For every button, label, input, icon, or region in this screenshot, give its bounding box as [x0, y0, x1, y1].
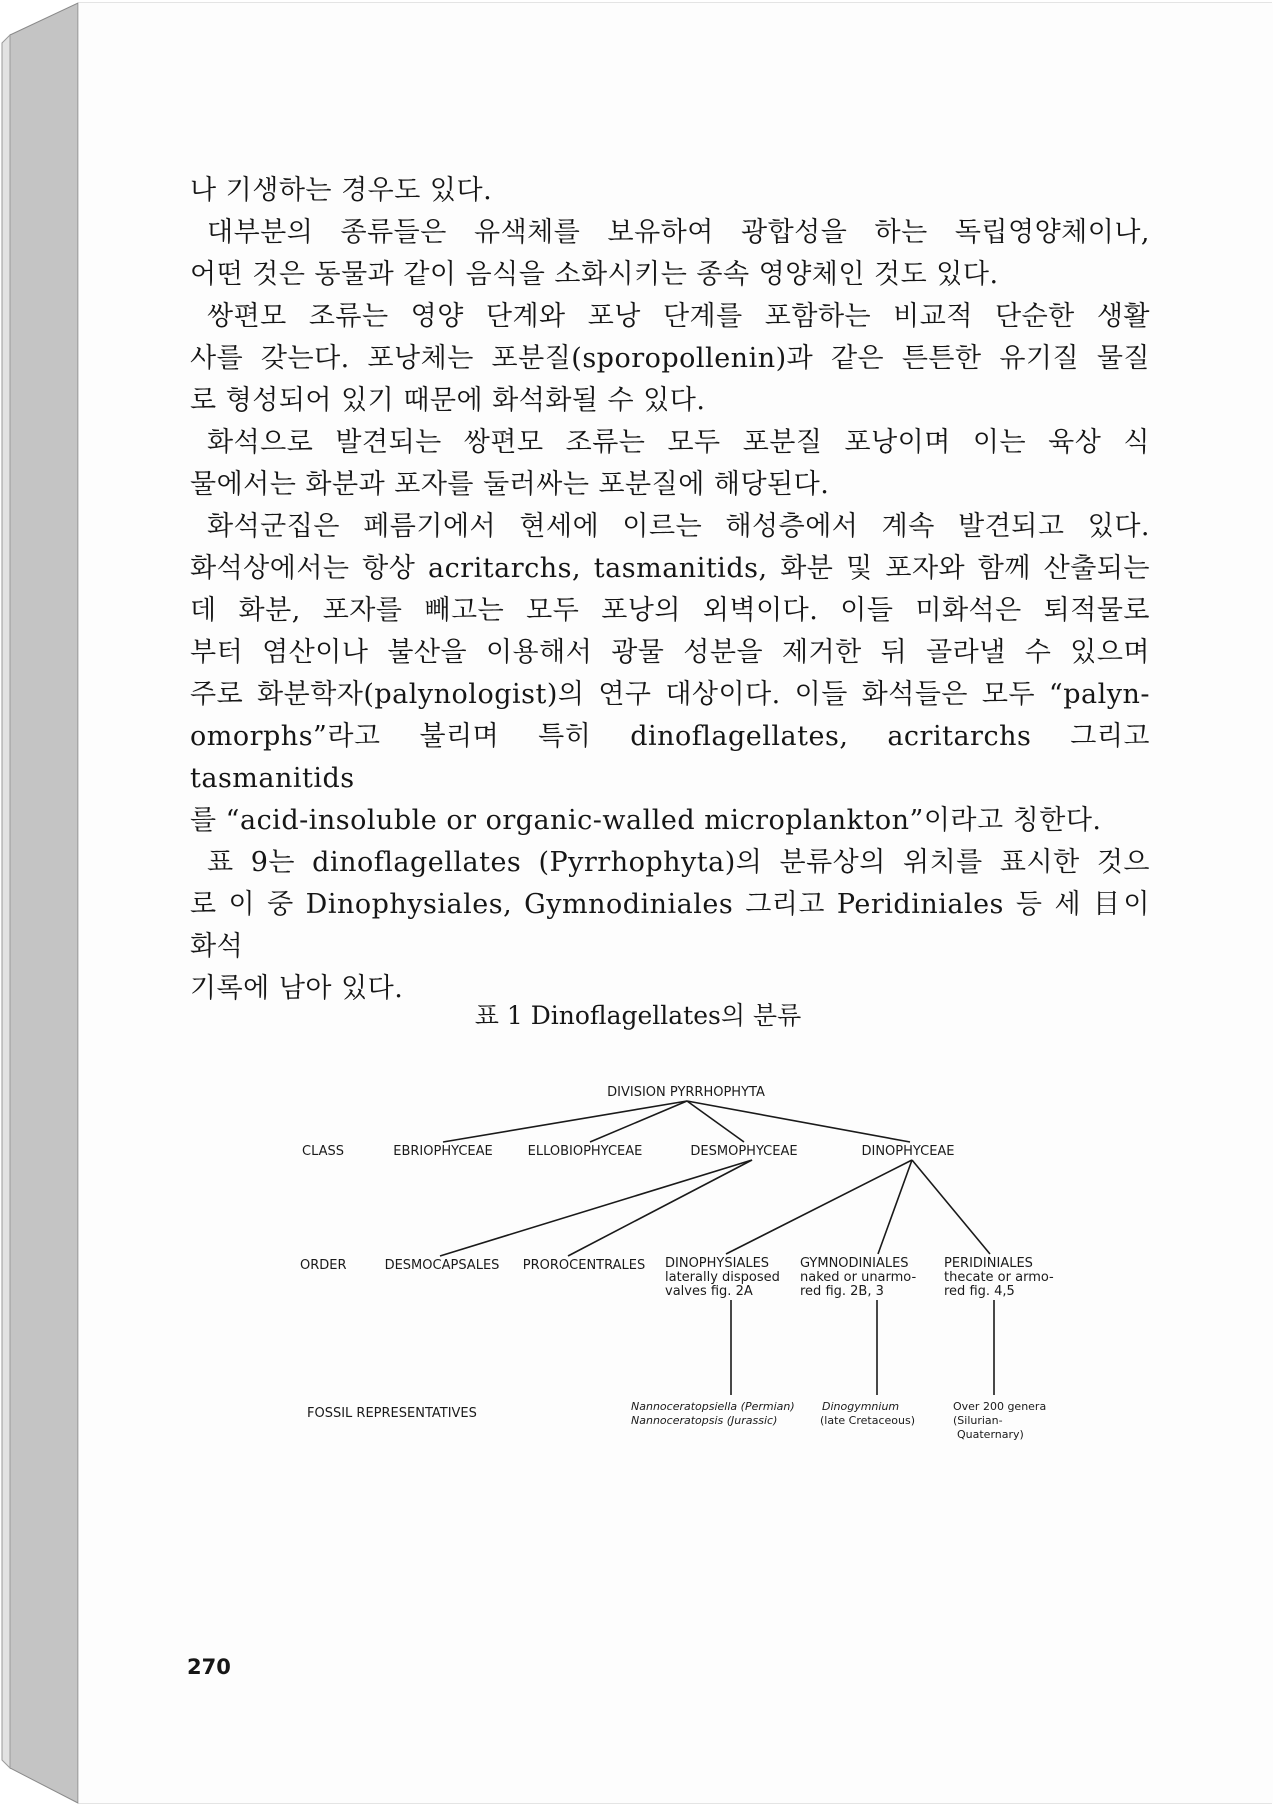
- class-ebriophyceae: EBRIOPHYCEAE: [393, 1144, 493, 1159]
- text-line: 로 형성되어 있기 때문에 화석화될 수 있다.: [190, 385, 706, 416]
- row-label-fossil: FOSSIL REPRESENTATIVES: [307, 1406, 477, 1421]
- order-gymnodiniales: GYMNODINIALES: [800, 1256, 909, 1271]
- fossil-peridiniales-age-end: Quaternary): [957, 1428, 1024, 1441]
- text-line: 대부분의 종류들은 유색체를 보유하여 광합성을 하는 독립영양체이나,: [207, 217, 1150, 248]
- page-number: 270: [187, 1655, 231, 1679]
- connector-line: [726, 1160, 912, 1254]
- text-line: 부터 염산이나 불산을 이용해서 광물 성분을 제거한 뒤 골라낼 수 있으며: [190, 637, 1150, 668]
- connector-line: [687, 1101, 744, 1142]
- text-line: 화석군집은 페름기에서 현세에 이르는 해성층에서 계속 발견되고 있다.: [207, 511, 1150, 542]
- connector-line: [443, 1101, 687, 1142]
- order-peridiniales-fig: red fig. 4,5: [944, 1284, 1015, 1299]
- class-ellobiophyceae: ELLOBIOPHYCEAE: [527, 1144, 643, 1159]
- text-line: omorphs”라고 불리며 특히 dinoflagellates, acritarchs 그리고 tasmanitids: [190, 721, 1150, 794]
- text-line: 데 화분, 포자를 빼고는 모두 포낭의 외벽이다. 이들 미화석은 퇴적물로: [190, 595, 1150, 626]
- fossil-peridiniales: Over 200 genera: [953, 1400, 1047, 1413]
- order-dinophysiales: DINOPHYSIALES: [665, 1256, 770, 1271]
- text-line: 기록에 남아 있다.: [190, 973, 404, 1004]
- order-peridiniales-note: thecate or armo-: [944, 1270, 1054, 1285]
- text-line: 어떤 것은 동물과 같이 음식을 소화시키는 종속 영양체인 것도 있다.: [190, 259, 999, 290]
- order-peridiniales: PERIDINIALES: [944, 1256, 1033, 1271]
- text-line: 물에서는 화분과 포자를 둘러싸는 포분질에 해당된다.: [190, 469, 830, 500]
- order-dinophysiales-fig: valves fig. 2A: [665, 1284, 753, 1299]
- order-desmocapsales: DESMOCAPSALES: [384, 1258, 500, 1273]
- text-line: 를 “acid-insoluble or organic-walled microplankton”이라고 칭한다.: [190, 805, 1102, 836]
- text-line: 로 이 중 Dinophysiales, Gymnodiniales 그리고 Peridiniales 등 세 目이 화석: [190, 889, 1150, 962]
- fossil-peridiniales-age: (Silurian-: [953, 1414, 1003, 1427]
- text-line: 사를 갖는다. 포낭체는 포분질(sporopollenin)과 같은 튼튼한 유기질 물질: [190, 343, 1150, 374]
- text-line: 나 기생하는 경우도 있다.: [190, 175, 493, 206]
- text-line: 표 9는 dinoflagellates (Pyrrhophyta)의 분류상의 위치를 표시한 것으: [207, 847, 1150, 878]
- text-line: 화석상에서는 항상 acritarchs, tasmanitids, 화분 및 포자와 함께 산출되는: [190, 553, 1150, 584]
- order-gymnodiniales-fig: red fig. 2B, 3: [800, 1284, 884, 1299]
- text-line: 쌍편모 조류는 영양 단계와 포낭 단계를 포함하는 비교적 단순한 생활: [207, 301, 1150, 332]
- division-label: DIVISION PYRRHOPHYTA: [607, 1085, 765, 1100]
- text-line: 화석으로 발견되는 쌍편모 조류는 모두 포분질 포낭이며 이는 육상 식: [207, 427, 1150, 458]
- order-prorocentrales: PROROCENTRALES: [522, 1258, 646, 1273]
- fossil-dinogymnium: Dinogymnium: [822, 1400, 900, 1413]
- text-line: 주로 화분학자(palynologist)의 연구 대상이다. 이들 화석들은 모두 “palyn-: [190, 679, 1150, 710]
- table-caption: 표 1 Dinoflagellates의 분류: [474, 1001, 802, 1030]
- row-label-class: CLASS: [302, 1144, 345, 1159]
- class-desmophyceae: DESMOPHYCEAE: [690, 1144, 798, 1159]
- row-label-order: ORDER: [300, 1258, 347, 1273]
- fossil-dinogymnium-age: (late Cretaceous): [820, 1414, 915, 1427]
- connector-line: [687, 1101, 910, 1142]
- order-dinophysiales-note: laterally disposed: [665, 1270, 780, 1285]
- class-dinophyceae: DINOPHYCEAE: [861, 1144, 955, 1159]
- connector-line: [590, 1101, 687, 1142]
- fossil-nannoceratopsiella: Nannoceratopsiella (Permian): [631, 1400, 795, 1413]
- fossil-nannoceratopsis: Nannoceratopsis (Jurassic): [631, 1414, 778, 1427]
- order-gymnodiniales-note: naked or unarmo-: [800, 1270, 917, 1285]
- connector-line: [912, 1160, 990, 1254]
